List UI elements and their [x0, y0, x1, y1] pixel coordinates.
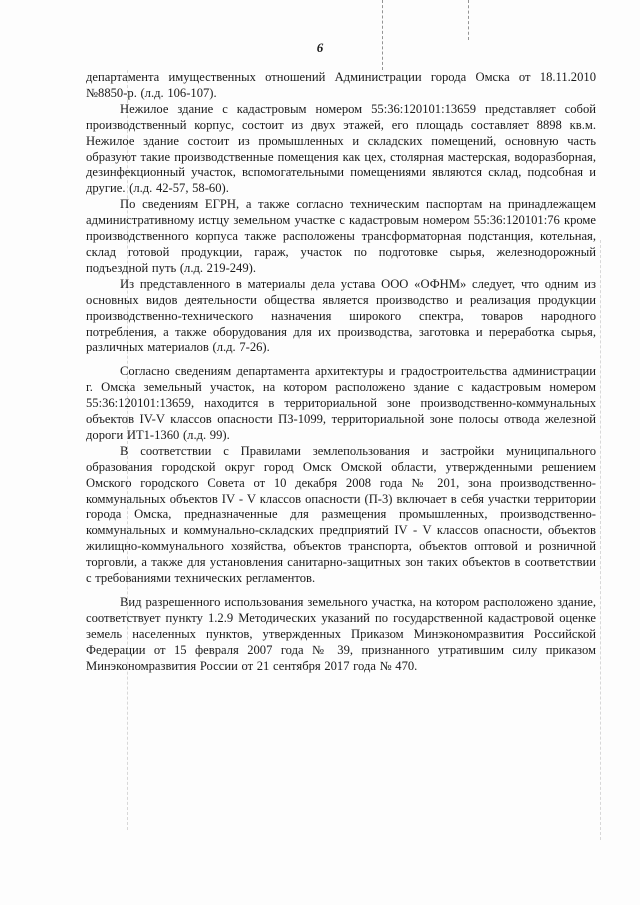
page-number: 6	[316, 40, 324, 55]
document-body	[86, 70, 596, 675]
paragraph-gap	[86, 356, 596, 364]
paragraph: Согласно сведениям департамента архитектуры и градостроительства администрации г. Омска земельный участок, на котором расположено здание с кадастровым номером 55:36:120101:13659, находится в территориальной зоне производственно-коммунальных объектов IV-V классов опасности ПЗ-1099, территориальной зоне полосы отвода железной дороги ИТ1-1360 (л.д. 99).	[86, 364, 596, 442]
scan-artifact-line	[382, 0, 383, 70]
paragraph: В соответствии с Правилами землепользования и застройки муниципального образования городской округ город Омск Омской области, утвержденными решением Омского городского Совета от 10 декабря 2008 года № 201, зона производственно-коммунальных объектов IV - V классов опасности (П-3) включает в себя участки территории города Омска, предназначенные для размещения промышленных, производственно-коммунальных и коммунально-складских предприятий IV - V классов опасности, объектов жилищно-коммунального хозяйства, объектов транспорта, объектов оптовой и розничной торговли, а также для установления санитарно-защитных зон таких объектов в соответствии с требованиями технических регламентов.	[86, 443, 596, 586]
paragraph: департамента имущественных отношений Администрации города Омска от 18.11.2010 №8850-р. (л.д. 106-107).	[86, 70, 596, 100]
scan-artifact-line	[600, 240, 601, 840]
paragraph: Из представленного в материалы дела устава ООО «ОФНМ» следует, что одним из основных видов деятельности общества является производство и реализация продукции производственно-технического назначения широкого спектра, товаров народного потребления, а также оборудования для их производства, заготовка и переработка сырья, различных материалов (л.д. 7-26).	[86, 276, 596, 355]
scan-artifact-line	[468, 0, 469, 40]
paragraph-gap	[86, 587, 596, 595]
paragraph: По сведениям ЕГРН, а также согласно техническим паспортам на принадлежащем административному истцу земельном участке с кадастровым номером 55:36:120101:76 кроме производственного корпуса также расположены трансформаторная подстанция, котельная, склад готовой продукции, гараж, участок по подготовке сырья, железнодорожный подъездной путь (л.д. 219-249).	[86, 197, 596, 275]
paragraph: Вид разрешенного использования земельного участка, на котором расположено здание, соответствует пункту 1.2.9 Методических указаний по государственной кадастровой оценке земель населенных пунктов, утвержденных Приказом Минэкономразвития Российской Федерации от 15 февраля 2007 года № 39, признанного утратившим силу приказом Минэкономразвития России от 21 сентября 2017 года № 470.	[86, 595, 596, 673]
paragraph: Нежилое здание с кадастровым номером 55:36:120101:13659 представляет собой производственный корпус, состоит из двух этажей, его площадь составляет 8898 кв.м. Нежилое здание состоит из промышленных и складских помещений, основную часть образуют такие производственные помещения как цех, столярная мастерская, водоразборная, дезинфекционный участок, вспомогательными помещениями являются склад, подсобная и другие. (л.д. 42-57, 58-60).	[86, 101, 596, 196]
